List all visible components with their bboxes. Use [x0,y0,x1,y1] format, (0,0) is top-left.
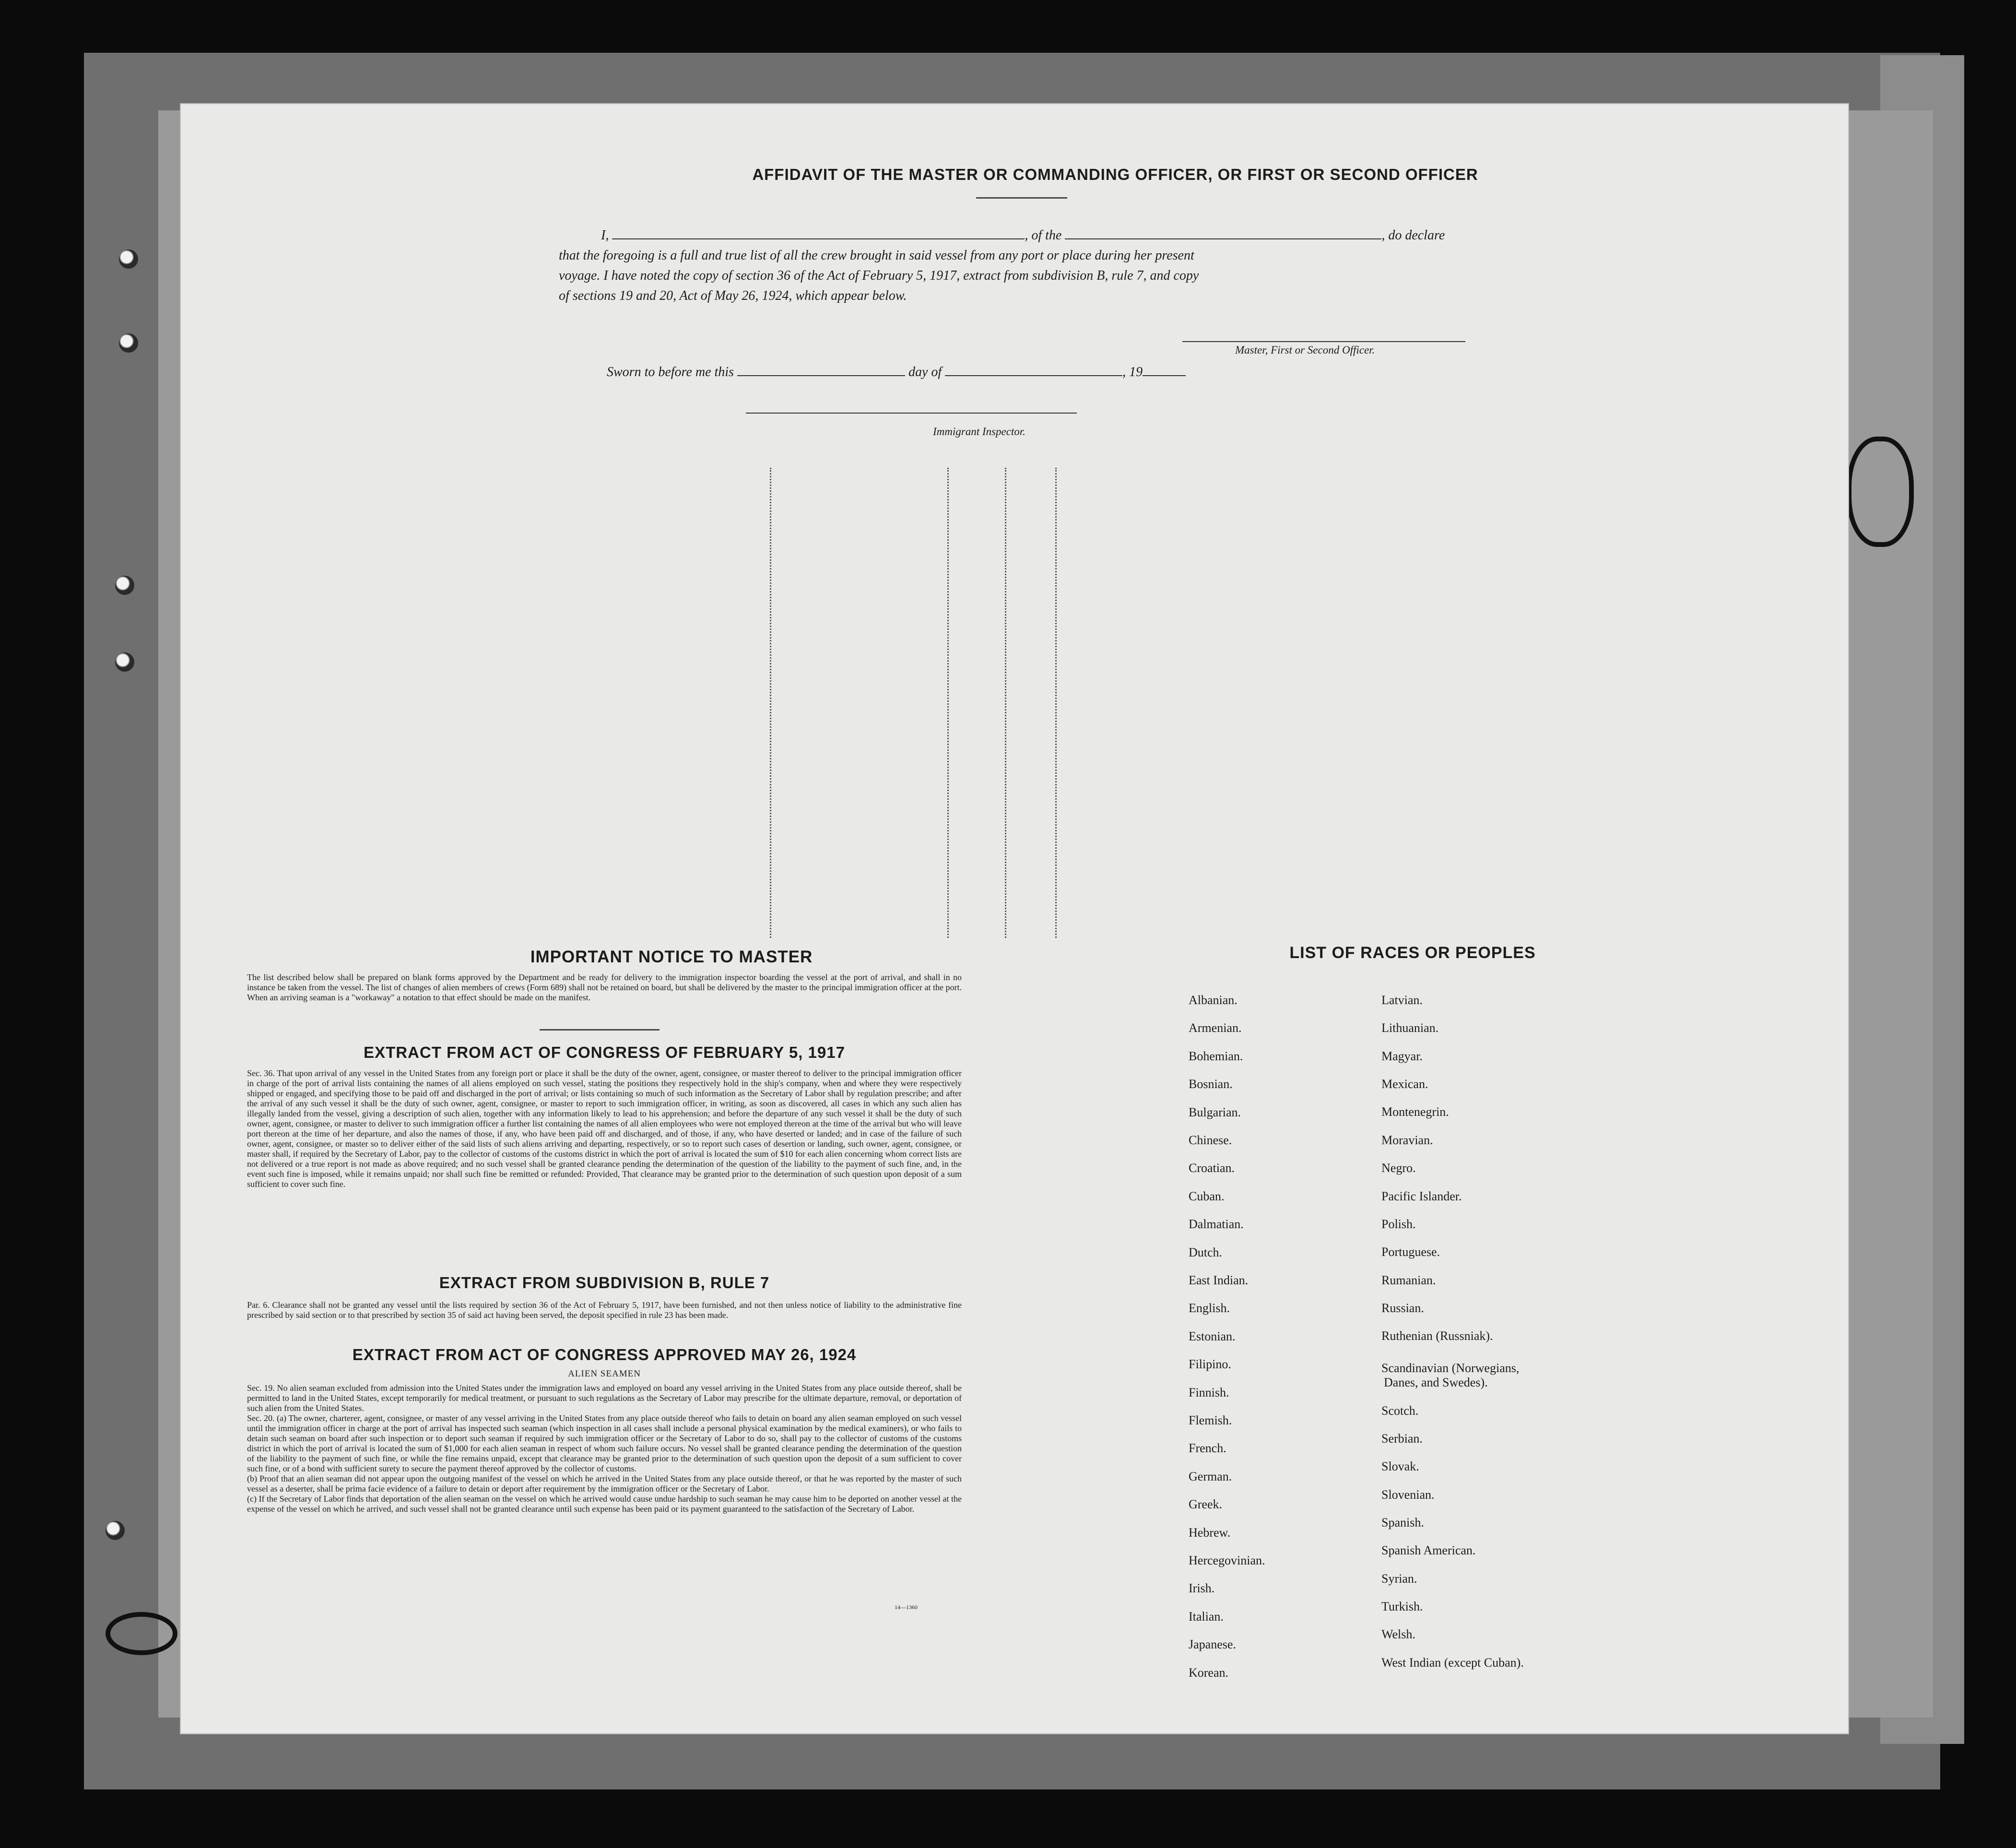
race-item: English. [1189,1301,1230,1315]
race-item: Turkish. [1381,1599,1423,1613]
race-item: Filipino. [1189,1357,1231,1372]
affidavit-line-3: voyage. I have noted the copy of section 36 of the Act of February 5, 1917, extract from subdivision B, rule 7, and copy [559,268,1199,283]
race-item: Bohemian. [1189,1049,1243,1063]
race-item: Polish. [1381,1217,1416,1231]
binding-string [1847,437,1914,547]
race-item: Latvian. [1381,993,1423,1007]
affidavit-body [559,225,1624,306]
affidavit-declare: , do declare [1381,228,1445,243]
sworn-year-blank [1143,367,1186,376]
race-item: Estonian. [1189,1329,1236,1343]
race-item: East Indian. [1189,1273,1249,1287]
affidavit-line-4: of sections 19 and 20, Act of May 26, 1924, which appear below. [559,288,907,303]
race-item: Albanian. [1189,993,1238,1007]
rule-7-body: Par. 6. Clearance shall not be granted any vessel until the lists required by section 36 of the Act of February 5, 1917, have been furnished, and not then unless notice of liability to the administrative fine prescribed by said section or to that prescribed by section 35 of said act having been served, the deposit specified in rule 23 has been made. [247,1300,962,1320]
race-item: Japanese. [1189,1637,1236,1652]
form-number: 14—1360 [895,1604,918,1611]
race-item: Irish. [1189,1581,1215,1596]
race-item: Syrian. [1381,1572,1417,1586]
race-item: Italian. [1189,1609,1224,1623]
affidavit-line-2: that the foregoing is a full and true list of all the crew brought in said vessel from any port or place during her present [559,248,1194,263]
extract-1917-body: Sec. 36. That upon arrival of any vessel in the United States from any foreign port or place it shall be the duty of the owner, agent, consignee, or master thereof to deliver to the principal immigration officer in charge of the port of arrival lists containing the names of all aliens employed on such vessel, stating the positions they respectively hold in the ship's company, when and where they were respectively shipped or engaged, and specifying those to be paid off and discharged in the port of arrival; or lists containing so much of such information as the Secretary of Labor shall by regulation prescribe; and after the arrival of any such vessel it shall be the duty of such owner, agent, consignee, or master to report to such immigration officer, in writing, as soon as discovered, all cases in which any such alien has illegally landed from the vessel, giving a description of such alien, together with any information likely to lead to his apprehension; and before the departure of any such vessel it shall be the duty of such owner, agent, consignee, or master to deliver to such immigration officer a further list containing the names of all alien employees who were not employed thereon at the time of the arrival but who will leave port thereon at the time of her departure, and also the names of those, if any, who have been paid off and discharged, and of those, if any, who have deserted or landed; and in case of the failure of such owner, agent, consignee, or master so to deliver either of the said lists of such aliens arriving and departing, respectively, or so to report such cases of desertion or landing, such owner, agent, consignee, or master shall, if required by the Secretary of Labor, pay to the collector of customs of the customs district in which the port of arrival is located the sum of $10 for each alien concerning whom correct lists are not delivered or a true report is not made as above required; and no such vessel shall be granted clearance pending the determination of the question of the liability to the payment of such fine, and, in the event such fine is imposed, while it remains unpaid; nor shall such fine be remitted or refunded: Provided, That clearance may be granted prior to the determination of such question upon deposit of a sum sufficient to cover such fine. [247,1068,962,1189]
race-item: Bulgarian. [1189,1105,1241,1119]
notice-body: The list described below shall be prepared on blank forms approved by the Department and be ready for delivery to the immigration inspector boarding the vessel at the port of arrival, and shall in no instance be taken from the vessel. The list of changes of alien members of crews (Form 689) shall not be retained on board, but shall be delivered by the master to the principal immigration officer at the port. When an arriving seaman is a "workaway" a notation to that effect should be made on the manifest. [247,972,962,1002]
race-item: Negro. [1381,1161,1416,1175]
extract-1924-subtitle: ALIEN SEAMEN [568,1369,641,1379]
column-rule [1005,468,1006,938]
race-item: Scandinavian (Norwegians, [1381,1361,1520,1375]
race-item: Cuban. [1189,1189,1225,1203]
inspector-signature-label: Immigrant Inspector. [933,426,1026,438]
race-item: Magyar. [1381,1049,1423,1063]
section-divider [540,1029,660,1031]
race-item: Greek. [1189,1497,1223,1512]
sworn-day-of: day of [908,365,942,379]
race-item: Chinese. [1189,1133,1232,1147]
affidavit-of-the: , of the [1025,228,1062,243]
race-item: Ruthenian (Russniak). [1381,1329,1493,1343]
binder-hole [106,1521,125,1540]
race-item: Lithuanian. [1381,1021,1439,1035]
race-item: Welsh. [1381,1627,1415,1641]
binder-hole [119,249,138,269]
race-item: Slovak. [1381,1459,1419,1473]
sworn-day-blank [737,367,905,376]
extract-1924-title: EXTRACT FROM ACT OF CONGRESS APPROVED MAY 26, 1924 [352,1346,857,1363]
column-rule [770,468,771,938]
title-divider [976,197,1067,199]
race-item: Finnish. [1189,1385,1229,1399]
extract-1924-body [247,1383,962,1514]
race-item: German. [1189,1469,1232,1483]
section-20b: (b) Proof that an alien seaman did not appear upon the outgoing manifest of the vessel on which he arrived in the United States from any place outside thereof, or that he was reported by the master of such vessel as a deserter, shall be prima facie evidence of a failure to detain or deport after requirement by the immigration officer or the Secretary of Labor. [247,1474,962,1493]
inspector-signature-line [746,413,1077,414]
race-item: West Indian (except Cuban). [1381,1656,1524,1670]
binder-hole [119,333,138,353]
race-item: Croatian. [1189,1161,1235,1175]
race-item: French. [1189,1441,1226,1456]
master-signature-label: Master, First or Second Officer. [1235,344,1375,356]
race-item: Hebrew. [1189,1525,1231,1540]
race-item: Danes, and Swedes). [1384,1375,1488,1389]
column-rule [1055,468,1057,938]
document-page [180,103,1849,1734]
section-20a: Sec. 20. (a) The owner, charterer, agent, consignee, or master of any vessel arriving in the United States from any place outside thereof who fails to detain on board any alien seaman employed on such vessel until the immigration officer in charge at the port of arrival has inspected such seaman (which inspection in all cases shall include a personal physical examination by the medical examiners), or who fails to detain such seaman on board after such inspection or to deport such seaman if required by such immigration officer or the Secretary of Labor to do so, shall pay to the collector of customs of the customs district in which the port of arrival is located the sum of $1,000 for each alien seaman in respect of whom such failure occurs. No vessel shall be granted clearance pending the determination of the question of the liability to the payment of such fine, or while the fine remains unpaid, except that clearance may be granted prior to the determination of such question upon the deposit of a sum sufficient to cover such fine, or of a bond with sufficient surety to secure the payment thereof approved by the collector of customs. [247,1413,962,1473]
rule-7-title: EXTRACT FROM SUBDIVISION B, RULE 7 [439,1274,770,1291]
race-item: Spanish American. [1381,1543,1476,1557]
column-rule [947,468,949,938]
name-blank [612,230,1025,239]
race-item: Slovenian. [1381,1488,1435,1502]
section-19: Sec. 19. No alien seaman excluded from admission into the United States under the immigration laws and employed on board any vessel arriving in the United States from any place outside thereof, shall be permitted to land in the United States, except temporarily for medical treatment, or pursuant to such regulations as the Secretary of Labor may prescribe for the ultimate departure, removal, or deportation of such alien from the United States. [247,1383,962,1413]
vessel-blank [1065,230,1381,239]
race-item: Flemish. [1189,1413,1232,1427]
race-item: Portuguese. [1381,1245,1440,1259]
race-item: Serbian. [1381,1432,1423,1445]
section-20c: (c) If the Secretary of Labor finds that deportation of the alien seaman on the vessel on which he arrived would cause undue hardship to such seaman he may cause him to be deported on another vessel at the expense of the vessel on which he arrived, and such vessel shall not be granted clearance until such expense has been paid or its payment guaranteed to the satisfaction of the Secretary of Labor. [247,1494,962,1514]
sworn-year-prefix: , 19 [1122,365,1143,379]
master-signature-line [1182,341,1465,342]
sworn-statement [607,365,1186,380]
race-item: Montenegrin. [1381,1105,1449,1119]
races-title: LIST OF RACES OR PEOPLES [1289,944,1536,962]
race-item: Rumanian. [1381,1273,1436,1287]
binding-string [106,1612,177,1655]
sworn-prefix: Sworn to before me this [607,365,734,379]
race-item: Dutch. [1189,1245,1223,1259]
race-item: Korean. [1189,1665,1229,1680]
race-item: Spanish. [1381,1516,1424,1529]
race-item: Scotch. [1381,1404,1419,1418]
race-item: Hercegovinian. [1189,1553,1265,1567]
race-item: Russian. [1381,1301,1424,1315]
race-item: Armenian. [1189,1021,1242,1035]
extract-1917-title: EXTRACT FROM ACT OF CONGRESS OF FEBRUARY 5, 1917 [364,1043,845,1061]
race-item: Moravian. [1381,1133,1433,1147]
race-item: Bosnian. [1189,1077,1233,1091]
race-item: Mexican. [1381,1077,1428,1091]
notice-title: IMPORTANT NOTICE TO MASTER [530,948,813,966]
race-item: Pacific Islander. [1381,1189,1462,1203]
affidavit-title: AFFIDAVIT OF THE MASTER OR COMMANDING OFFICER, OR FIRST OR SECOND OFFICER [752,166,1478,183]
affidavit-intro: I, [601,228,609,243]
binder-hole [115,652,134,672]
race-item: Dalmatian. [1189,1217,1244,1232]
binder-hole [115,576,134,595]
sworn-month-blank [945,367,1122,376]
